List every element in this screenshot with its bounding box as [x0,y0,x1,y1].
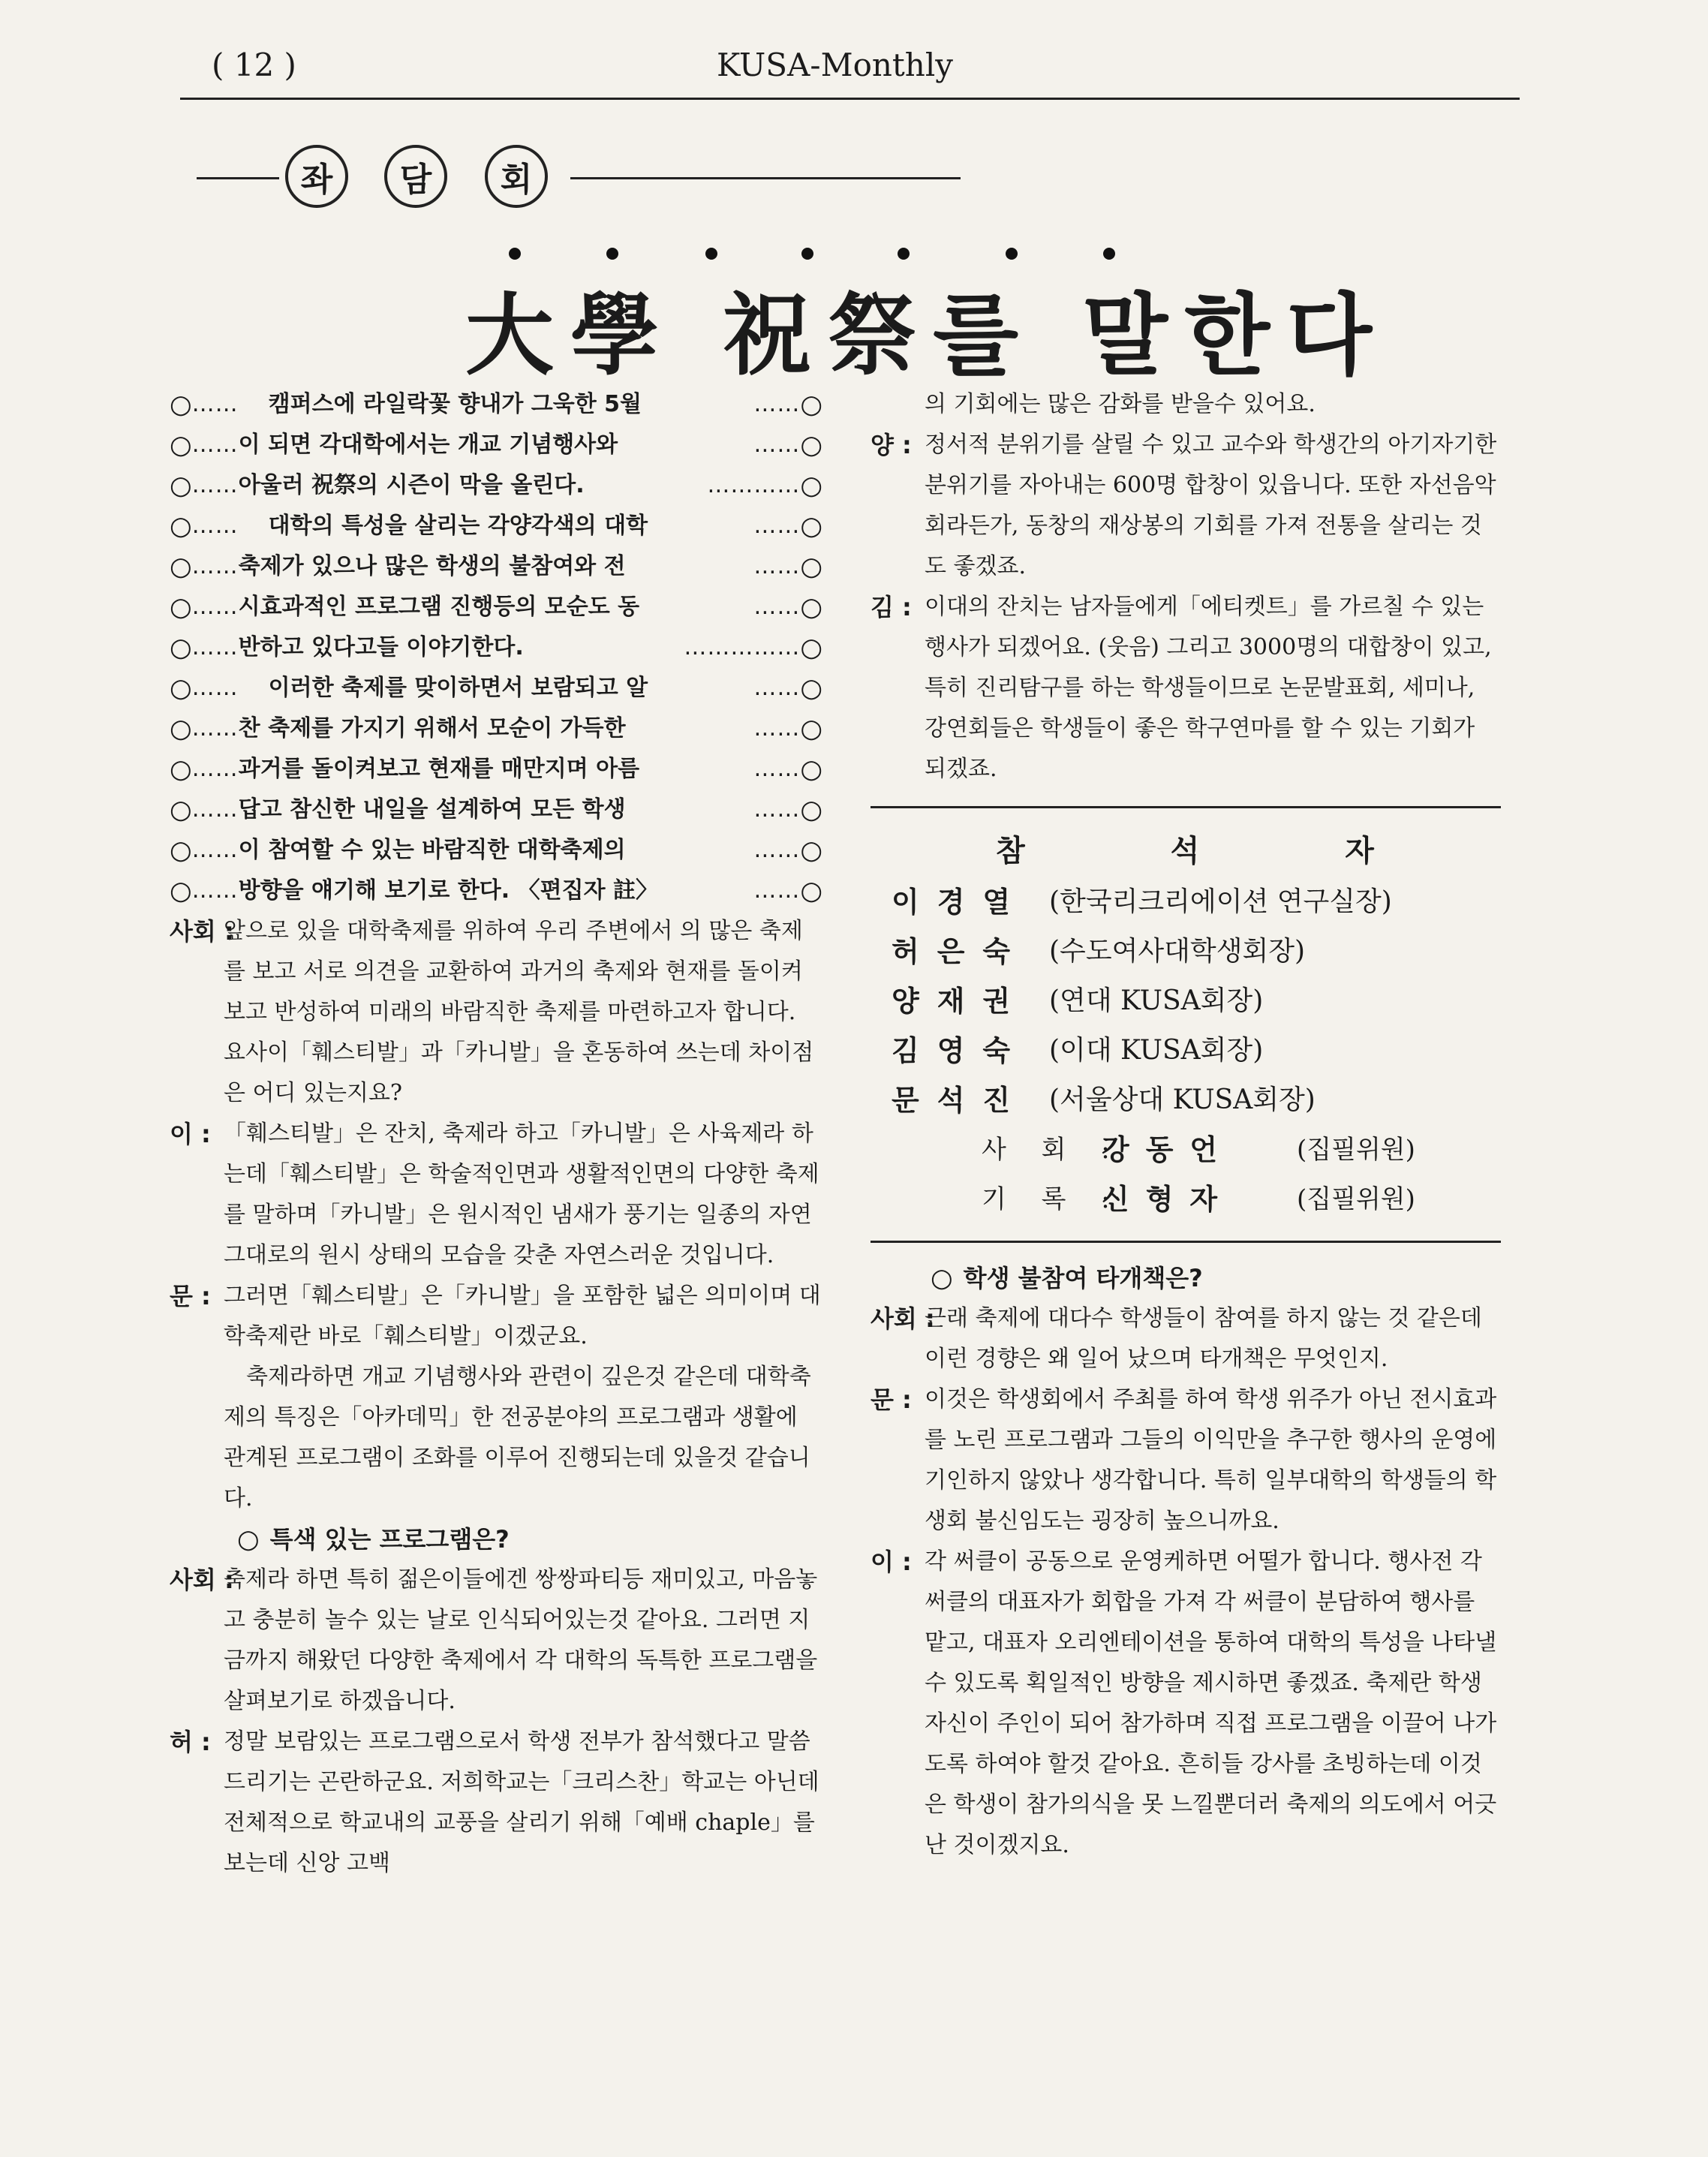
staff-name: 강동언 [1102,1133,1234,1166]
participant-row [892,877,1501,927]
participant-row [892,927,1501,976]
speaker-label: 이 : [871,1548,912,1576]
dialogue-entry [170,1722,822,1884]
dialogue-continuation: 축제라하면 개교 기념행사와 관련이 깊은것 같은데 대학축제의 특징은「아카데믹」한 전공분야의 프로그램과 생활에 관계된 프로그램이 조화를 이루어 진행되는데 있을것 같습니다. [224,1364,811,1512]
intro-line: ○ …… 답고 참신한 내일을 설계하여 모든 학생 …… ○ [170,795,822,825]
participant-name: 김영숙 [892,1034,1029,1067]
participant-name: 허은숙 [892,935,1029,968]
section-line-left [197,177,279,179]
intro-line: ○ …… 축제가 있으나 많은 학생의 불참여와 전 …… ○ [170,552,822,582]
editor-intro [170,384,822,911]
dialogue-entry [871,1298,1501,1379]
subheading: ○ 특색 있는 프로그램은? [237,1524,510,1554]
dialogue-entry [871,1379,1501,1542]
right-column [871,384,1501,1866]
staff-affiliation: (집필위원) [1297,1135,1415,1165]
speaker-label: 사회 : [170,1566,234,1594]
dialogue-text: 정서적 분위기를 살릴 수 있고 교수와 학생간의 아기자기한 분위기를 자아내는 600명 합창이 있읍니다. 또한 자선음악회라든가, 동창의 재상봉의 기회를 가져 전통을 살리는 것도 좋겠죠. [925,432,1497,579]
dialogue-text: 이대의 잔치는 남자들에게「에티켓트」를 가르칠 수 있는 행사가 되겠어요. (웃음) 그리고 3000명의 대합창이 있고, 특히 진리탐구를 하는 학생들이므로 논문발표회, 세미나, 강연회들은 학생들이 좋은 학구연마를 할 수 있는 기회가 되겠죠. [925,594,1492,782]
staff-affiliation: (집필위원) [1297,1184,1415,1214]
intro-line: ○ …… 반하고 있다고들 이야기한다. …………… ○ [170,633,822,663]
intro-line: ○ …… 캠퍼스에 라일락꽃 향내가 그욱한 5월 …… ○ [170,390,822,420]
dialogue-text: 이것은 학생회에서 주최를 하여 학생 위주가 아닌 전시효과를 노린 프로그램과 그들의 이익만을 추구한 행사의 운영에 기인하지 않았나 생각합니다. 특히 일부대학의 학생들의 학생회 불신임도는 굉장히 높으니까요. [925,1386,1497,1534]
participant-name: 이경열 [892,886,1029,919]
dialogue-entry [871,425,1501,587]
section-line-right [570,177,961,179]
page-number: ( 12 ) [212,47,296,83]
dialogue-continuation: 의 기회에는 많은 감화를 받을수 있어요. [925,391,1316,417]
left-column [170,384,822,1884]
emphasis-dot [898,248,910,260]
staff-name: 신형자 [1102,1183,1234,1216]
participant-affiliation: (한국리크리에이션 연구실장) [1049,886,1392,917]
dialogue-entry [871,587,1501,790]
dialogue-entry [871,1542,1501,1866]
speaker-label: 양 : [871,431,912,459]
emphasis-dot [801,248,813,260]
dialogue-text: 근래 축제에 대다수 학생들이 참여를 하지 않는 것 같은데 이런 경향은 왜 일어 났으며 타개책은 무엇인지. [925,1305,1482,1372]
speaker-label: 사회 : [170,917,234,946]
emphasis-dot [705,248,717,260]
staff-row [892,1125,1501,1175]
participant-affiliation: (연대 KUSA회장) [1049,985,1264,1016]
dialogue-text: 그러면「훼스티발」은「카니발」을 포함한 넓은 의미이며 대학축제란 바로「훼스티발」이겠군요. [224,1283,821,1349]
speaker-label: 이 : [170,1120,211,1148]
speaker-label: 김 : [871,593,912,621]
dialogue-entry [170,911,822,1114]
speaker-label: 허 : [170,1728,211,1756]
dialogue-text: 정말 보람있는 프로그램으로서 학생 전부가 참석했다고 말씀드리기는 곤란하군요. 저희학교는「크리스찬」학교는 아닌데 전체적으로 학교내의 교풍을 살리기 위해「예배 chaple」를 보는데 신앙 고백 [224,1728,819,1876]
participant-row [892,1075,1501,1125]
emphasis-dot [1103,248,1115,260]
intro-line: ○ …… 이러한 축제를 맞이하면서 보람되고 알 …… ○ [170,673,822,703]
intro-line: ○ …… 이 참여할 수 있는 바람직한 대학축제의 …… ○ [170,835,822,865]
staff-role: 기 록 : [982,1184,1123,1214]
section-badge: 담 [384,145,447,208]
participants-box [871,806,1501,1243]
staff-role: 사 회 : [982,1135,1123,1165]
participant-affiliation: (수도여사대학생회장) [1049,936,1306,967]
intro-line: ○ …… 대학의 특성을 살리는 각양각색의 대학 …… ○ [170,511,822,541]
participant-affiliation: (서울상대 KUSA회장) [1049,1085,1316,1115]
dialogue-text: 앞으로 있을 대학축제를 위하여 우리 주변에서 의 많은 축제를 보고 서로 의견을 교환하여 과거의 축제와 현재를 돌이켜보고 반성하여 미래의 바람직한 축제를 마련하고자 합니다. 요사이「훼스티발」과「카니발」을 혼동하여 쓰는데 차이점은 어디 있는지요? [224,918,814,1106]
subheading: ○ 학생 불참여 타개책은? [931,1263,1203,1293]
dialogue-entry [170,1560,822,1722]
section-badge: 회 [485,145,548,208]
participant-name: 문석진 [892,1084,1029,1117]
staff-row [892,1175,1501,1224]
participant-name: 양재권 [892,985,1029,1018]
intro-line: ○ …… 찬 축제를 가지기 위해서 모순이 가득한 …… ○ [170,714,822,744]
speaker-label: 문 : [871,1385,912,1414]
emphasis-dot [509,248,521,260]
intro-line: ○ …… 시효과적인 프로그램 진행등의 모순도 동 …… ○ [170,592,822,622]
speaker-label: 사회 : [871,1304,935,1333]
emphasis-dot [606,248,618,260]
dialogue-entry [170,1114,822,1276]
participant-row [892,976,1501,1026]
intro-line: ○ …… 아울러 祝祭의 시즌이 막을 올린다. ………… ○ [170,471,822,501]
dialogue-entry [170,1276,822,1357]
participant-affiliation: (이대 KUSA회장) [1049,1035,1264,1066]
emphasis-dot [1006,248,1018,260]
dialogue-text: 각 써클이 공동으로 운영케하면 어떨가 합니다. 행사전 각 써클의 대표자가 회합을 가져 각 써클이 분담하여 행사를 맡고, 대표자 오리엔테이션을 통하여 대학의 특성을 나타낼 수 있도록 획일적인 방향을 제시하면 좋겠죠. 축제란 학생 자신이 주인이 되어 참가하며 직접 프로그램을 이끌어 나가도록 하여야 할것 같아요. 흔히들 강사를 초빙하는데 이것은 학생이 참가의식을 못 느낄뿐더러 축제의 의도에서 어긋난 것이겠지요. [925,1548,1497,1858]
header-rule [180,98,1520,100]
speaker-label: 문 : [170,1282,211,1310]
participant-row [892,1026,1501,1075]
dialogue-text: 「훼스티발」은 잔치, 축제라 하고「카니발」은 사육제라 하는데「훼스티발」은 학술적인면과 생활적인면의 다양한 축제를 말하며「카니발」은 원시적인 냄새가 풍기는 일종의 자연 그대로의 원시 상태의 모습을 갖춘 자연스러운 것입니다. [224,1121,819,1268]
intro-line: ○ …… 과거를 돌이켜보고 현재를 매만지며 아름 …… ○ [170,754,822,784]
article-title: 大學 祝祭를 말한다 [465,284,1389,387]
intro-line: ○ …… 이 되면 각대학에서는 개교 기념행사와 …… ○ [170,430,822,460]
intro-line: ○ …… 방향을 얘기해 보기로 한다. 〈편집자 註〉 …… ○ [170,876,822,906]
dialogue-text: 축제라 하면 특히 젊은이들에겐 쌍쌍파티등 재미있고, 마음놓고 충분히 놀수 있는 날로 인식되어있는것 같아요. 그러면 지금까지 해왔던 다양한 축제에서 각 대학의 독특한 프로그램을 살펴보기로 하겠읍니다. [224,1566,818,1714]
participants-title: 참 석 자 [996,834,1442,868]
section-badge: 좌 [285,145,348,208]
magazine-title: KUSA-Monthly [717,47,953,83]
